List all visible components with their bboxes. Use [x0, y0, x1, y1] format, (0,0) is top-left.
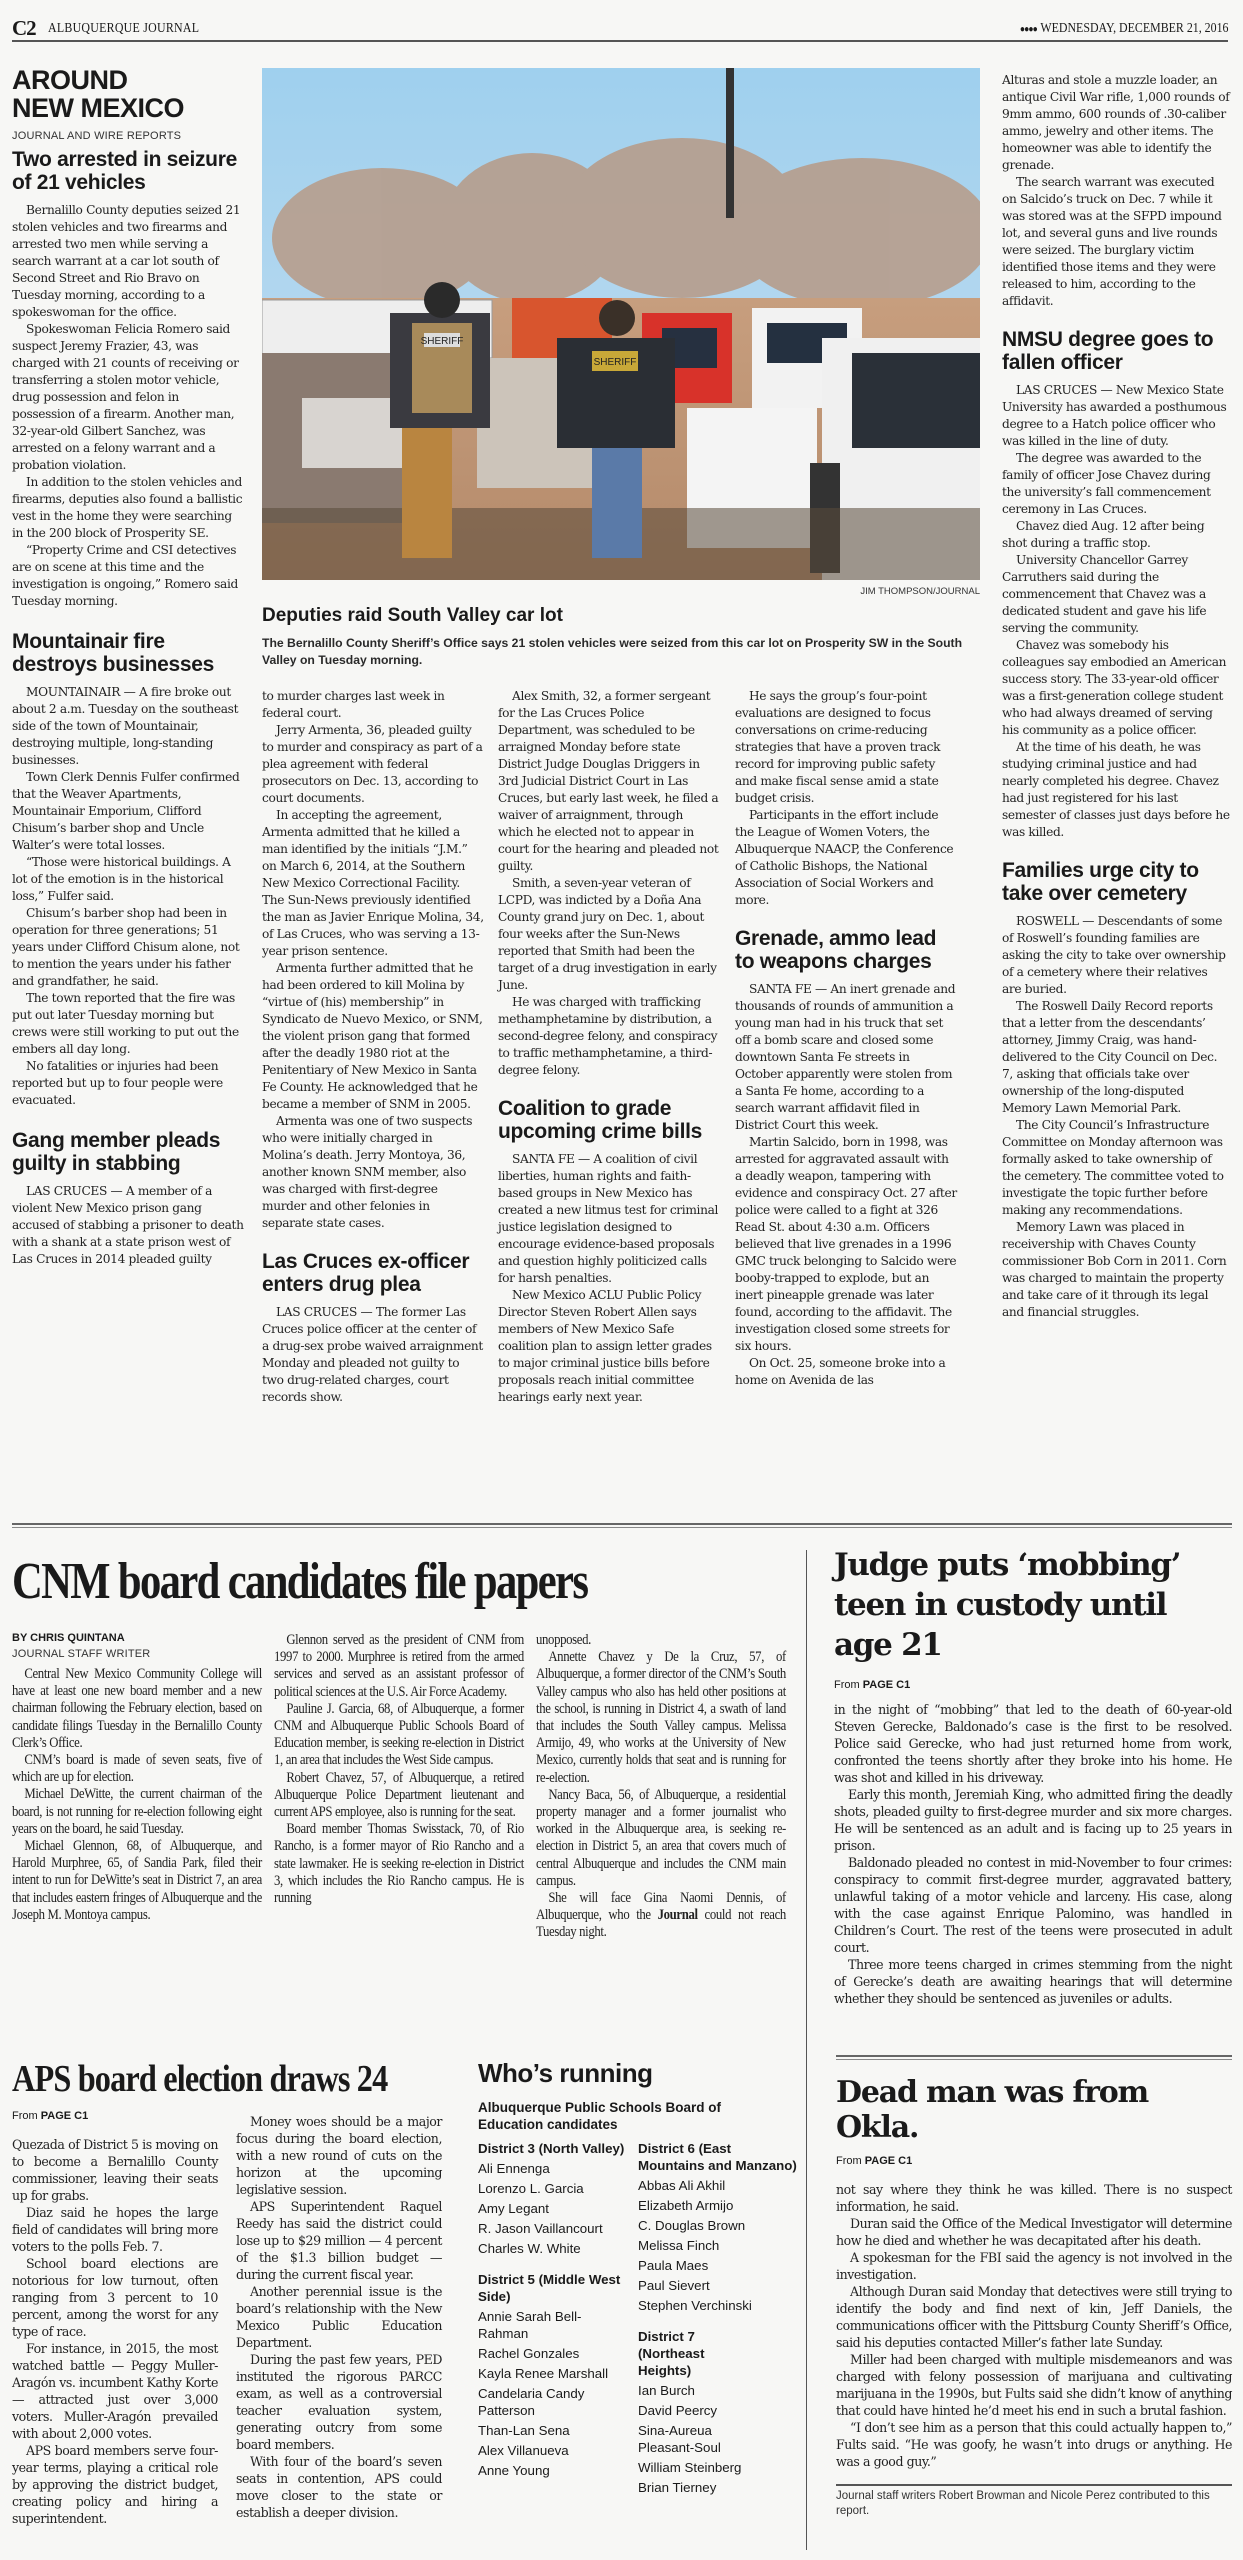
paragraph: SANTA FE — A coalition of civil liberties, human rights and faith-based groups in New Mexico has created a new litmus test for criminal justice legislation designed to encourage evidence-based proposals and question highly politicized calls for harsh penalties. [498, 1152, 719, 1285]
brief-mountainair [12, 630, 244, 1109]
candidate-name: Stephen Verchinski [638, 2298, 752, 2313]
brief-body [735, 981, 957, 1389]
cnm-column-3 [536, 1632, 786, 1942]
brief-body [498, 1151, 720, 1406]
brief-gang-member [12, 1129, 244, 1268]
whos-running-col-1 [478, 2140, 628, 2493]
whos-running-col-2 [638, 2140, 798, 2510]
brief-body [12, 1183, 244, 1268]
story-body [12, 1666, 262, 1924]
paragraph: Baldonado pleaded no contest in mid-November to four crimes: conspiracy to commit first-degree murder, aggravated battery, unlawful taking of a motor vehicle and larceny. His case, along with the case against Enrique Palomino, was handled in Children’s Court. The rest of the teens were prosecuted in adult court. [834, 1855, 1232, 1955]
paragraph: Participants in the effort include the League of Women Voters, the Albuquerque NAACP, the Conference of Catholic Bishops, the National Association of Social Workers and more. [735, 808, 954, 907]
paragraph: APS Superintendent Raquel Reedy has said the district could lose up to $29 million — 4 percent of the $1.3 billion budget — during the current fiscal year. [236, 2199, 442, 2282]
district-name: District 6 (East Mountains and Manzano) [638, 2141, 797, 2173]
contributors-note: Journal staff writers Robert Browman and Nicole Perez contributed to this report. [836, 2484, 1232, 2519]
story-headline: CNM board candidates file papers [12, 1553, 588, 1610]
column-5 [1002, 72, 1230, 1321]
jump-line [834, 1679, 1232, 1691]
candidate-name: Rachel Gonzales [478, 2346, 580, 2361]
brief-headline: Mountainair fire destroys businesses [12, 630, 215, 676]
paragraph: LAS CRUCES — New Mexico State University has awarded a posthumous degree to a Hatch police officer who was killed in the line of duty. [1002, 383, 1227, 448]
paragraph: Nancy Baca, 56, of Albuquerque, a residential property manager and a former journalist who worked in the Albuquerque area, is seeking re-election in District 5, an area that covers much of central Albuquerque and includes the CNM main campus. [536, 1786, 786, 1889]
from-label: From [12, 2110, 38, 2122]
story-body [834, 1701, 1232, 2007]
district-name: District 3 (North Valley) [478, 2141, 625, 2156]
issue-date [1019, 21, 1228, 37]
aps-column-1 [12, 2110, 218, 2527]
paragraph: Quezada of District 5 is moving on to become a Bernalillo County commissioner, leaving their seats up for grabs. [12, 2137, 218, 2203]
paragraph: “I don’t see him as a person that this could actually happen to,” Fults said. “He was goofy, he wasn’t into drugs or anything. He was a good guy.” [836, 2420, 1232, 2469]
from-label: From [836, 2155, 862, 2167]
paragraph: A spokesman for the FBI said the agency is not involved in the investigation. [836, 2250, 1232, 2282]
paragraph: Central New Mexico Community College will have at least one new board member and a new chairman following the February election, based on candidate filings Tuesday in the Bernalillo County Clerk’s Office. [12, 1666, 262, 1751]
paragraph: The City Council’s Infrastructure Committee on Monday afternoon was formally asked to take ownership of the cemetery. The committee voted to investigate the topic further before making any recommendations. [1002, 1118, 1224, 1217]
paragraph: New Mexico ACLU Public Policy Director Steven Robert Allen says members of New Mexico Safe coalition plan to assign letter grades to major criminal justice bills before proposals reach initial committee hearings early next year. [498, 1288, 712, 1404]
candidate-name: C. Douglas Brown [638, 2218, 746, 2233]
candidate-name: Charles W. White [478, 2241, 581, 2256]
paragraph: The search warrant was executed on Salcido’s truck on Dec. 7 while it was stored was at the SFPD impound lot, and several guns and live rounds were seized. The burglary victim identified those items and they were released to him, according to the affidavit. [1002, 175, 1222, 308]
candidate-name: Paula Maes [638, 2258, 709, 2273]
paragraph: Michael Glennon, 68, of Albuquerque, and Harold Murphree, 65, of Sandia Park, filed their intent to run for DeWitte’s seat in District 7, an area that includes eastern fringes of Albuquerque and the Joseph M. Montoya campus. [12, 1838, 262, 1923]
date-text: WEDNESDAY, DECEMBER 21, 2016 [1039, 21, 1228, 36]
story-headline: Judge puts ‘mobbing’ teen in custody until age 21 [834, 1547, 1181, 1663]
around-new-mexico-column [12, 66, 244, 1268]
paragraph: Annette Chavez y De la Cruz, 57, of Albuquerque, a former director of the CNM’s South Valley campus who also has held other positions at the school, is running in District 4, a swath of land that includes the South Valley campus. Melissa Armijo, 49, who works at the University of New Mexico, currently holds that seat and is running for re-election. [536, 1649, 786, 1786]
district-7 [638, 2328, 798, 2496]
photo-illustration [262, 68, 980, 580]
paragraph [536, 1890, 786, 1942]
judge-story [834, 1545, 1232, 2007]
candidate-name: Elizabeth Armijo [638, 2198, 734, 2213]
gang-member-continued [262, 688, 484, 1232]
story-headline: Dead man was from Okla. [836, 2075, 1149, 2145]
paragraph: APS board members serve four-year terms, playing a critical role by approving the district budget, creating policy and hiring a superintendent. [12, 2443, 218, 2526]
paragraph: Alex Smith, 32, a former sergeant for the Las Cruces Police Department, was scheduled to be arraigned Monday before state District Judge Douglas Driggers in 3rd Judicial District Court in Las Cruces, but early last week, he filed a waiver of arraignment, through which he elected not to appear in court for the hearing and pleaded not guilty. [498, 689, 719, 873]
paragraph: Armenta was one of two suspects who were initially charged in Molina’s death. Jerry Montoya, 36, another known SNM member, also was charged with first-degree murder and other felonies in separate state cases. [262, 1114, 473, 1230]
brief-body [12, 684, 244, 1109]
candidate-name: Candelaria Candy Patterson [478, 2386, 585, 2418]
district-5 [478, 2271, 628, 2479]
candidate-name: Melissa Finch [638, 2238, 720, 2253]
paragraph: He says the group’s four-point evaluations are designed to focus conversations on crime-reducing strategies that have a proven track record for improving public safety and make fiscal sense amid a state budget crisis. [735, 689, 941, 805]
brief-headline: Families urge city to take over cemetery [1002, 859, 1199, 905]
story-headline: APS board election draws 24 [12, 2058, 388, 2100]
paragraph: At the time of his death, he was studying criminal justice and had nearly completed his degree. Chavez had just registered for his last semester of classes just days before he was killed. [1002, 740, 1230, 839]
crane-chain [726, 68, 734, 218]
publication-mention: Journal [657, 1907, 698, 1924]
box-title: Who’s running [478, 2058, 653, 2088]
brief-headline: Coalition to grade upcoming crime bills [498, 1097, 703, 1143]
candidate-name: Ian Burch [638, 2383, 695, 2398]
column-4 [735, 688, 957, 1389]
box-subtitle: Albuquerque Public Schools Board of Education candidates [478, 2100, 722, 2132]
from-page-link[interactable]: PAGE C1 [864, 2155, 913, 2167]
paragraph: SANTA FE — An inert grenade and thousands of rounds of ammunition a young man had in his truck that set off a bomb scare and closed some downtown Santa Fe streets in October apparently were stolen from a Santa Fe home, according to a search warrant affidavit filed in District Court this week. [735, 982, 956, 1132]
paragraph: School board elections are notorious for low turnout, often ranging from 3 percent to 10 percent, among the worst for any type of race. [12, 2256, 218, 2339]
from-page-link[interactable]: PAGE C1 [862, 1679, 911, 1691]
grenade-continued [1002, 72, 1230, 310]
candidate-name: David Peercy [638, 2403, 718, 2418]
coalition-continued [735, 688, 957, 909]
publication-name: ALBUQUERQUE JOURNAL [48, 21, 200, 36]
page-number: C2 [12, 16, 36, 40]
candidate-name: Amy Legant [478, 2201, 549, 2216]
brief-vehicles [12, 148, 244, 610]
paragraph: Alturas and stole a muzzle loader, an antique Civil War rifle, 1,000 rounds of 9mm ammo, 600 rounds of .30-caliber ammo, jewelry and other items. The homeowner was able to identify the grenade. [1002, 73, 1230, 172]
paragraph: LAS CRUCES — A member of a violent New Mexico prison gang accused of stabbing a prisoner to death with a shank at a state prison west of Las Cruces in 2014 pleaded guilty [12, 1184, 244, 1266]
paragraph: Diaz said he hopes the large field of candidates will bring more voters to the polls Feb. 7. [12, 2205, 218, 2254]
candidate-name: Anne Young [478, 2463, 550, 2478]
paragraph: No fatalities or injuries had been reported but up to four people were evacuated. [12, 1059, 223, 1107]
candidate-name: Ali Ennenga [478, 2161, 550, 2176]
byline-role: JOURNAL STAFF WRITER [12, 1648, 151, 1660]
paragraph: Chavez died Aug. 12 after being shot during a traffic stop. [1002, 519, 1205, 550]
paragraph: On Oct. 25, someone broke into a home on Avenida de las [735, 1356, 946, 1387]
story-body [236, 2113, 442, 2521]
paragraph: “Those were historical buildings. A lot of the emotion is in the historical loss,” Fulfer said. [12, 855, 231, 903]
brief-headline: Gang member pleads guilty in stabbing [12, 1129, 221, 1175]
brief-body [262, 1304, 484, 1406]
brief-body [1002, 382, 1230, 841]
district-6 [638, 2140, 798, 2314]
paragraph: Michael DeWitte, the current chairman of the board, is not running for re-election following eight years on the board, he said Tuesday. [12, 1786, 262, 1837]
paragraph: Duran said the Office of the Medical Investigator will determine how he died and whether he was decapitated after his death. [836, 2216, 1232, 2248]
paragraph: Bernalillo County deputies seized 21 stolen vehicles and two firearms and arrested two men while serving a search warrant at a car lot south of Second Street and Rio Bravo on Tuesday morning, according to a spokeswoman for the office. [12, 203, 241, 319]
paragraph: Town Clerk Dennis Fulfer confirmed that the Weaver Apartments, Mountainair Emporium, Clifford Chisum’s barber shop and Uncle Walter’s were total losses. [12, 770, 240, 852]
district-3 [478, 2140, 628, 2257]
paragraph: The degree was awarded to the family of officer Jose Chavez during the university’s fall commencement ceremony in Las Cruces. [1002, 451, 1211, 516]
paragraph: MOUNTAINAIR — A fire broke out about 2 a.m. Tuesday on the southeast side of the town of Mountainair, destroying multiple, long-standing businesses. [12, 685, 239, 767]
paragraph: not say where they think he was killed. There is no suspect information, he said. [836, 2182, 1232, 2214]
paragraph: Jerry Armenta, 36, pleaded guilty to murder and conspiracy as part of a plea agreement with federal prosecutors on Dec. 13, according to court documents. [262, 723, 483, 805]
section-source: JOURNAL AND WIRE REPORTS [12, 130, 182, 142]
byline: BY CHRIS QUINTANA [12, 1632, 125, 1644]
cnm-column-1 [12, 1632, 262, 1924]
paragraph: The Roswell Daily Record reports that a letter from the descendants’ attorney, Jimmy Craig, was hand-delivered to the City Council on Dec. 7, asking that officials take over ownership of the long-disputed Memory Lawn Memorial Park. [1002, 999, 1218, 1115]
story-body [536, 1632, 786, 1942]
text-run: could not reach Tuesday night. [536, 1907, 786, 1941]
paragraph: Chisum’s barber shop had been in operation for three generations; 51 years under Clifford Chisum alone, not to mention the years under his father and grandfather, he said. [12, 906, 240, 988]
paragraph: Spokeswoman Felicia Romero said suspect Jeremy Frazier, 43, was charged with 21 counts of receiving or transferring a stolen motor vehicle, drug possession and felon in possession of a firearm. Another man, 32-year-old Gilbert Sanchez, was arrested on a felony warrant and a probation violation. [12, 322, 239, 472]
district-name: District 5 (Middle West Side) [478, 2272, 621, 2304]
photo-credit: JIM THOMPSON/JOURNAL [860, 586, 980, 597]
candidate-name: Paul Sievert [638, 2278, 710, 2293]
story-body [836, 2181, 1232, 2470]
candidate-name: Annie Sarah Bell-Rahman [478, 2309, 582, 2341]
brief-headline: NMSU degree goes to fallen officer [1002, 328, 1214, 374]
column-divider [806, 1550, 807, 2550]
candidate-name: William Steinberg [638, 2460, 742, 2475]
brief-headline: Grenade, ammo lead to weapons charges [735, 927, 937, 973]
photo-caption [262, 605, 980, 669]
paragraph: to murder charges last week in federal court. [262, 689, 445, 720]
paragraph: Although Duran said Monday that detectives were still trying to identify the body and find next of kin, Jeff Daniels, the communications officer with the Pittsburg County Sheriff’s Office, said his deputies contacted Miller’s father late Sunday. [836, 2284, 1232, 2350]
candidate-name: R. Jason Vaillancourt [478, 2221, 603, 2236]
aps-column-2 [236, 2113, 442, 2521]
candidate-name: Sina-Aureua Pleasant-Soul [638, 2423, 721, 2455]
cutline-headline: Deputies raid South Valley car lot [262, 605, 563, 626]
paragraph: Memory Lawn was placed in receivership with Chaves County commissioner Bob Corn in 2011. Corn was charged to maintain the property and take care of it through its legal and financial struggles. [1002, 1220, 1227, 1319]
paragraph: Armenta further admitted that he had been ordered to kill Molina by “virtue of (his) membership” in Syndicato de Nuevo Mexico, or SNM, the violent prison gang that formed after the deadly 1980 riot at the Penitentiary of New Mexico in Santa Fe County. He acknowledged that he became a member of SNM in 2005. [262, 961, 483, 1111]
section-title-line-1: AROUND [12, 65, 128, 95]
las-cruces-continued [498, 688, 720, 1079]
jacket-label: SHERIFF [593, 357, 637, 368]
paragraph: During the past few years, PED instituted the rigorous PARCC exam, as well as a controversial teacher evaluation system, generating outcry from some board members. [236, 2352, 442, 2452]
jump-line [836, 2155, 1232, 2167]
brief-headline: Las Cruces ex-officer enters drug plea [262, 1250, 470, 1296]
district-name: District 7 (Northeast Heights) [638, 2329, 705, 2378]
column-3 [498, 688, 720, 1406]
section-divider [12, 1523, 1232, 1528]
jump-line [12, 2110, 218, 2122]
paragraph: Another perennial issue is the board’s relationship with the New Mexico Public Education Department. [236, 2284, 442, 2350]
brief-body [1002, 913, 1230, 1321]
brief-headline: Two arrested in seizure of 21 vehicles [12, 148, 237, 194]
cnm-story [12, 1552, 792, 1611]
paragraph: Smith, a seven-year veteran of LCPD, was indicted by a Doña Ana County grand jury on Dec. 1, about four weeks after the Sun-News reported that Smith had been the target of a drug investigation in early June. [498, 876, 717, 992]
paragraph: Board member Thomas Swisstack, 70, of Rio Rancho, is a former mayor of Rio Rancho and a state lawmaker. He is seeking re-election in District 3, which includes the Rio Rancho campus. He is running [274, 1821, 524, 1907]
paragraph: Three more teens charged in crimes stemming from the night of Gerecke’s death are awaiting hearings that will determine whether they should be sentenced as juveniles or adults. [834, 1957, 1232, 2006]
paragraph: “Property Crime and CSI detectives are on scene at this time and the investigation is ongoing,” Romero said Tuesday morning. [12, 543, 238, 608]
text-run: She will face Gina Naomi Dennis, of Albuquerque, who the [536, 1890, 786, 1924]
paragraph: Martin Salcido, born in 1998, was arrested for aggravated assault with a deadly weapon, tampering with evidence and conspiracy Oct. 27 after police were called to a fight at 326 Read St. about 4:30 a.m. Officers believed that live grenades in a 1996 GMC truck belonging to Salcido were booby-trapped to explode, but an inert pineapple grenade was later found, according to the affidavit. The investigation closed some streets for six hours. [735, 1135, 957, 1353]
paragraph: ROSWELL — Descendants of some of Roswell’s founding families are asking the city to take over ownership of a cemetery where their relatives are buried. [1002, 914, 1226, 996]
candidate-name: Lorenzo L. Garcia [478, 2181, 584, 2196]
paragraph: Money woes should be a major focus during the board election, with a new round of cuts on the horizon at the upcoming legislative session. [236, 2114, 442, 2197]
paragraph: University Chancellor Garrey Carruthers said during the commencement that Chavez was a dedicated student and gave his life serving the community. [1002, 553, 1207, 635]
paragraph: unopposed. [536, 1632, 591, 1648]
paragraph: In accepting the agreement, Armenta admitted that he killed a man identified by the initials “J.M.” on March 6, 2014, at the Southern New Mexico Correctional Facility. The Sun-News previously identified the man as Javier Enrique Molina, 34, of Las Cruces, who was serving a 13-year prison sentence. [262, 808, 484, 958]
paragraph: LAS CRUCES — The former Las Cruces police officer at the center of a drug-sex probe waived arraignment Monday and pleaded not guilty to two drug-related charges, court records show. [262, 1305, 483, 1404]
paragraph: The town reported that the fire was put out later Tuesday morning but crews were still working to put out the embers all day long. [12, 991, 239, 1056]
paragraph: Glennon served as the president of CNM from 1997 to 2000. Murphree is retired from the armed services and served as an assistant professor of political sciences at the U.S. Air Force Academy. [274, 1632, 524, 1700]
paragraph: Early this month, Jeremiah King, who admitted firing the deadly shots, pleaded guilty to first-degree murder and six more charges. He will be sentenced as an adult and is facing up to 25 years in prison. [834, 1787, 1232, 1853]
news-photo [262, 68, 980, 580]
paragraph: Chavez was somebody his colleagues say embodied an American success story. The 33-year-old officer was a first-generation college student who had always dreamed of serving his community as a police officer. [1002, 638, 1227, 737]
cnm-column-2 [274, 1632, 524, 1907]
from-label: From [834, 1679, 860, 1691]
paragraph: in the night of “mobbing” that led to the death of 60-year-old Steven Gerecke, Baldonado’s case is the first to be resolved. Police said Gerecke, who had just returned home from work, confronted the teens shortly after they broke into his home. He was shot and killed in his driveway. [834, 1702, 1232, 1785]
paragraph: With four of the board’s seven seats in contention, APS could move closer to the state or establish a deeper division. [236, 2454, 442, 2520]
paragraph: Miller had been charged with multiple misdemeanors and was charged with felony possession of marijuana and cultivating marijuana in the 1990s, but Fults said she didn’t know of anything that could have hinted he’d meet his end in such a brutal fashion. [836, 2352, 1232, 2418]
masthead [12, 14, 1228, 42]
candidate-name: Abbas Ali Akhil [638, 2178, 726, 2193]
paragraph: Pauline J. Garcia, 68, of Albuquerque, a former CNM and Albuquerque Public Schools Board of Education member, is seeking re-election in District 1, an area that includes the West Side campus. [274, 1700, 524, 1769]
brief-body [12, 202, 244, 610]
aps-story [12, 2057, 472, 2101]
section-dots-icon: ●●●● [1019, 24, 1037, 35]
whos-running-box [478, 2058, 798, 2133]
vest-label: SHERIFF [420, 336, 464, 347]
cutline-text: The Bernalillo County Sheriff’s Office says 21 stolen vehicles were seized from this car lot on Prosperity SW in the South Valley on Tuesday morning. [262, 636, 963, 667]
candidate-name: Kayla Renee Marshall [478, 2366, 609, 2381]
paragraph: CNM’s board is made of seven seats, five of which are up for election. [12, 1752, 262, 1786]
candidate-name: Than-Lan Sena [478, 2423, 570, 2438]
paragraph: Robert Chavez, 57, of Albuquerque, a retired Albuquerque Police Department lieutenant and current APS employee, also is running for the seat. [274, 1769, 524, 1821]
column-2 [262, 688, 484, 1406]
candidate-name: Alex Villanueva [478, 2443, 569, 2458]
paragraph: He was charged with trafficking methamphetamine by distribution, a second-degree felony, and conspiracy to traffic methamphetamine, a third-degree felony. [498, 995, 718, 1077]
section-title [12, 66, 244, 122]
story-body [274, 1632, 524, 1907]
section-title-line-2: NEW MEXICO [12, 93, 185, 123]
paragraph: For instance, in 2015, the most watched battle — Peggy Muller-Aragón vs. incumbent Kathy Korte — attracted just over 3,000 voters. Muller-Aragón prevailed with about 2,000 votes. [12, 2341, 218, 2441]
story-divider [836, 2055, 1232, 2060]
paragraph: In addition to the stolen vehicles and firearms, deputies also found a ballistic vest in the home they were searching in the 200 block of Prosperity SE. [12, 475, 243, 540]
story-body [12, 2136, 218, 2527]
candidate-name: Brian Tierney [638, 2480, 717, 2495]
from-page-link[interactable]: PAGE C1 [40, 2110, 89, 2122]
okla-story [836, 2075, 1232, 2519]
